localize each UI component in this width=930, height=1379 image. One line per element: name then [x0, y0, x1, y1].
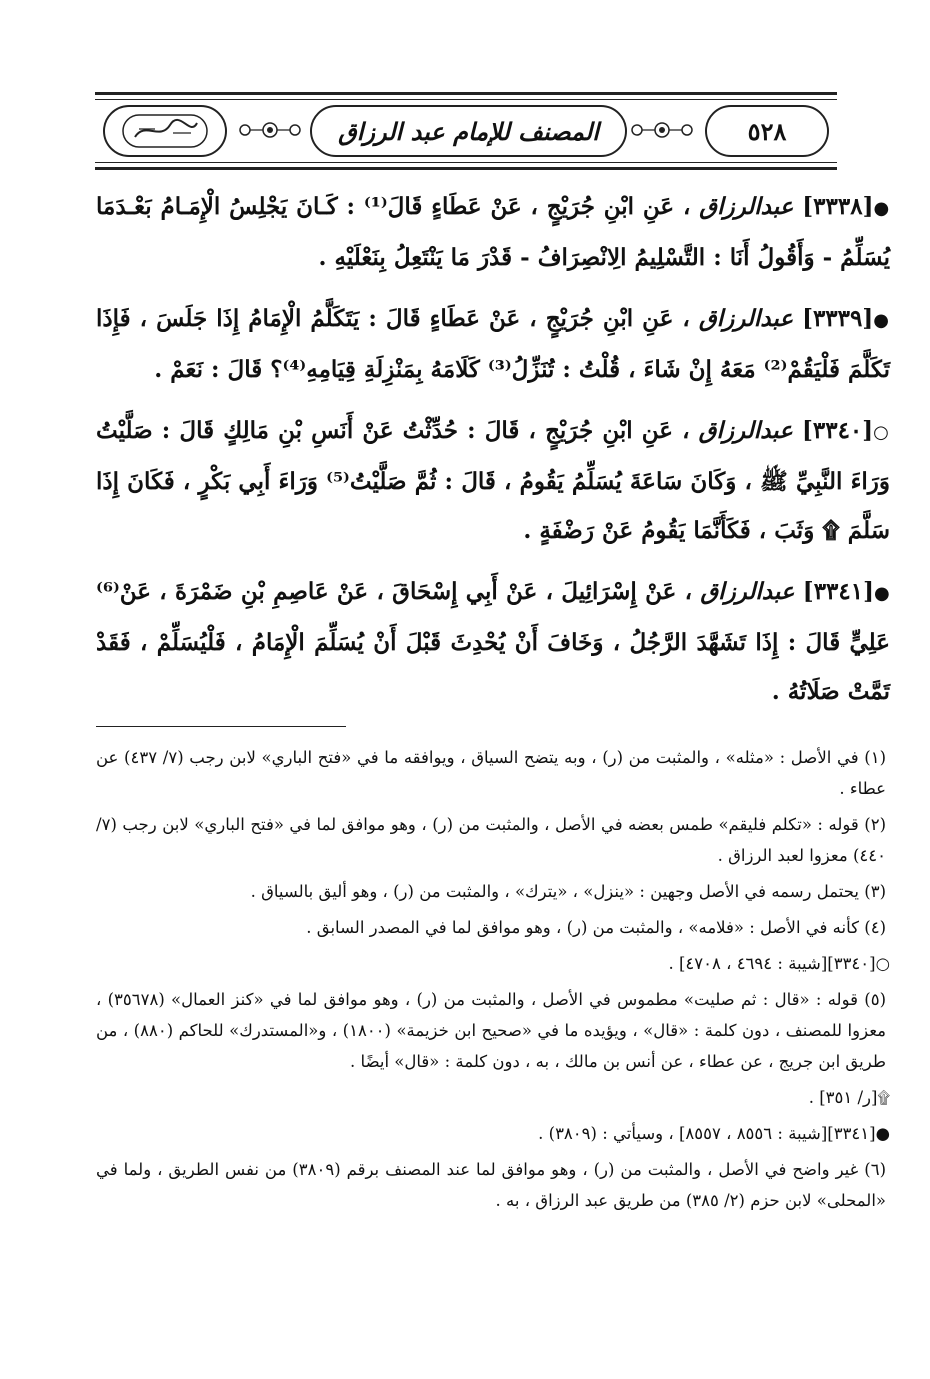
entry-marker: ● [874, 583, 890, 604]
footnote: (٣) يحتمل رسمه في الأصل وجهين : «ينزل» ، «يترك» ، والمثبت من (ر) ، وهو أليق بالسياق . [250, 882, 886, 901]
page-number: ٥٢٨ [747, 116, 787, 146]
entry-author: عبدالرزاق [700, 578, 795, 605]
entry-author: عبدالرزاق [699, 193, 794, 220]
footnotes-section [96, 742, 890, 1221]
book-title: المصنف للإمام عبد الرزاق [338, 116, 599, 146]
entry-marker: ○ [873, 422, 890, 443]
entry-number: [٣٣٤٠] [801, 417, 874, 444]
book-logo-icon [115, 111, 215, 151]
footnote: (٦) غير واضح في الأصل ، والمثبت من (ر) ، وهو موافق لما عند المصنف برقم (٣٨٠٩) من نفس الطريق ، ولما في «المحلى» لابن حزم (٢/ ٣٨٥) من طريق عبد الرزاق ، به . [96, 1160, 886, 1210]
footnote-separator [96, 726, 346, 727]
entry-number: [٣٣٤١] [802, 578, 874, 605]
entry-text: ، عَنِ ابْنِ جُرَيْجٍ ، قَالَ : حُدِّثْتُ عَنْ أَنَسِ بْنِ مَالِكٍ قَالَ : صَلَّيْتُ وَرَاءَ النَّبِيِّ ﷺ ، وَكَانَ سَاعَةَ يُسَلِّمُ يَقُومُ ، قَالَ : ثُمَّ صَلَّيْتُ⁽⁵⁾ وَرَاءَ أَبِي بَكْرٍ ، فَكَانَ إِذَا سَلَّمَ ۩ وَثَبَ ، فَكَأَنَّمَا يَقُومُ عَنْ رَضْفَةٍ . [96, 417, 891, 544]
entry-author: عبدالرزاق [698, 305, 794, 332]
source-reference: ۩[ر/ ٣٥١] . [808, 1088, 890, 1107]
entry-text: ، عَنِ ابْنِ جُرَيْجٍ ، عَنْ عَطَاءٍ قَالَ : يَتَكَلَّمُ الْإِمَامُ إِذَا جَلَسَ ، فَإِذَا تَكَلَّمَ فَلْيَقُمْ⁽²⁾ مَعَهُ إِنْ شَاءَ ، قُلْتُ : تُنَزِّلُ⁽³⁾ كَلَامَهُ بِمَنْزِلَةِ قِيَامِهِ⁽⁴⁾؟ قَالَ : نَعَمْ . [96, 305, 890, 383]
entry-text: ، عَنِ ابْنِ جُرَيْجٍ ، عَنْ عَطَاءٍ قَالَ⁽¹⁾ : كَـانَ يَجْلِسُ الْإِمَـامُ بَعْـدَمَا يُسَلِّمُ - وَأَقُولُ أَنَا : التَّسْلِيمُ الِانْصِرَافُ - قَدْرَ مَا يَنْتَعِلُ بِنَعْلَيْهِ . [96, 193, 890, 271]
page-number-frame [705, 105, 829, 157]
entry-marker: ● [873, 198, 890, 219]
hadith-entry [96, 567, 890, 716]
page-header [95, 92, 837, 170]
entry-number: [٣٣٣٨] [802, 193, 874, 220]
entry-author: عبدالرزاق [698, 417, 793, 444]
hadith-entry [96, 294, 890, 394]
logo-frame [103, 105, 227, 157]
footnote: (٢) قوله : «تكلم فليقم» طمس بعضه في الأصل ، والمثبت من (ر) ، وهو موافق لما في «فتح الباري» لابن رجب (٧/ ٤٤٠) معزوا لعبد الرزاق . [96, 815, 886, 865]
footnote: (٥) قوله : «قال : ثم صليت» مطموس في الأصل ، والمثبت من (ر) ، وهو موافق لما في «كنز العمال» (٣٥٦٧٨) ، معزوا للمصنف ، دون كلمة : «قال» ، ويؤيده ما في «صحيح ابن خزيمة» (١٨٠٠) ، و«المستدرك» للحاكم (٨٨٠) ، من طريق ابن جريج ، عن عطاء ، عن أنس بن مالك ، به ، دون كلمة : «قال» أيضًا . [96, 990, 886, 1071]
hadith-entry [96, 182, 890, 282]
footnote: (٤) كأنه في الأصل : «فلامه» ، والمثبت من (ر) ، وهو موافق لما في المصدر السابق . [306, 918, 886, 937]
footnote: (١) في الأصل : «مثله» ، والمثبت من (ر) ، وبه يتضح السياق ، ويوافقه ما في «فتح الباري» لابن رجب (٧/ ٤٣٧) عن عطاء . [96, 748, 887, 798]
source-reference: ○[٣٣٤٠][شيبة : ٤٦٩٤ ، ٤٧٠٨] . [668, 954, 890, 973]
title-frame [310, 105, 627, 157]
entry-text: ، عَنْ إِسْرَائِيلَ ، عَنْ أَبِي إِسْحَاقَ ، عَنْ عَاصِمِ بْنِ ضَمْرَةَ ، عَنْ⁽⁶⁾ عَلِيٍّ قَالَ : إِذَا تَشَهَّدَ الرَّجُلُ ، وَخَافَ أَنْ يُحْدِثَ قَبْلَ أَنْ يُسَلِّمَ الْإِمَامُ ، فَلْيُسَلِّمْ ، فَقَدْ تَمَّتْ صَلَاتُهُ . [96, 578, 890, 705]
ornament-left-icon [235, 115, 305, 145]
source-reference: ●[٣٣٤١][شيبة : ٨٥٥٦ ، ٨٥٥٧] ، وسيأتي : (٣٨٠٩) . [538, 1124, 890, 1143]
hadith-entries [96, 182, 890, 728]
entry-marker: ● [873, 310, 890, 331]
entry-number: [٣٣٣٩] [802, 305, 874, 332]
hadith-entry [96, 406, 890, 555]
ornament-right-icon [627, 115, 697, 145]
